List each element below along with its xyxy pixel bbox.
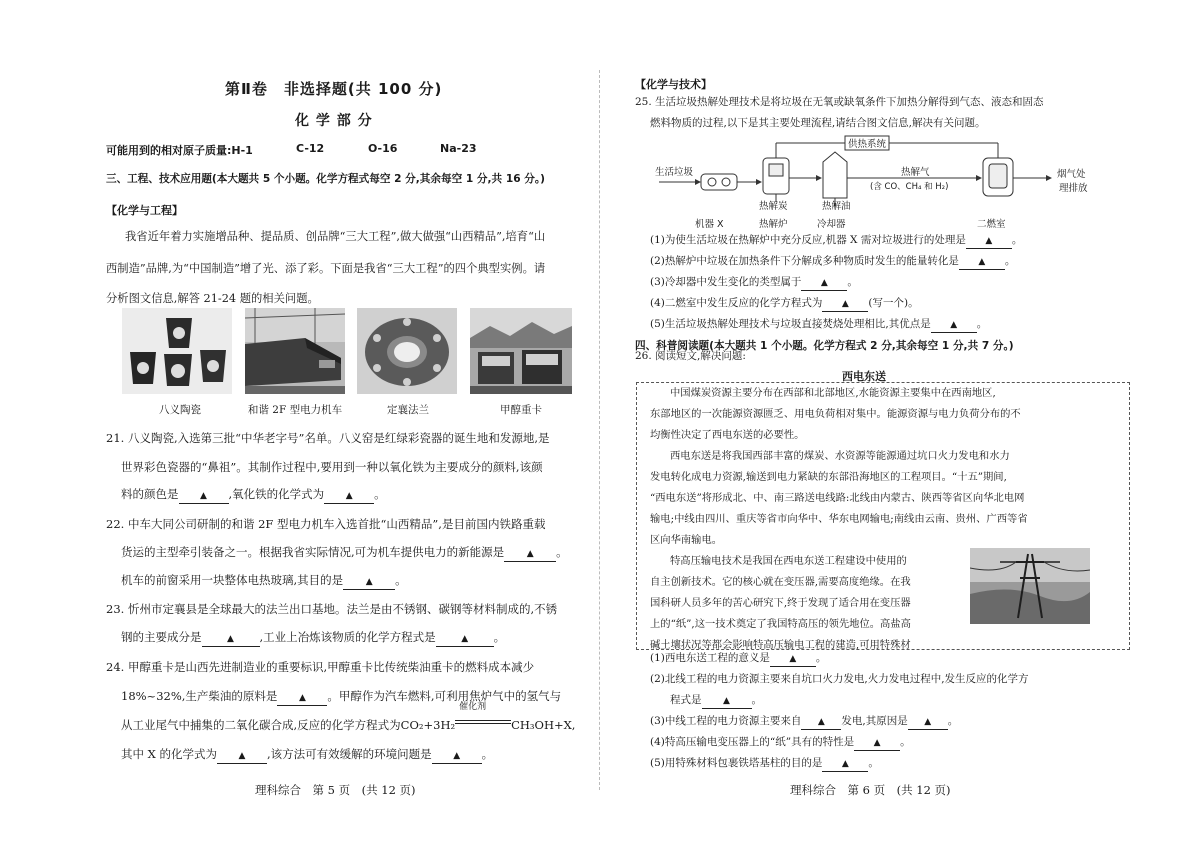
- answer-blank[interactable]: ▲: [179, 490, 229, 504]
- answer-blank[interactable]: ▲: [822, 298, 868, 312]
- q24-line-4: 其中 X 的化学式为 ▲ ,该方法可有效缓解的环境问题是 ▲ 。: [121, 742, 493, 766]
- flow-label-oil: 热解油: [822, 201, 851, 212]
- article-line-8: 区向华南输电。: [650, 534, 723, 546]
- photo-caption-4: 甲醇重卡: [500, 404, 542, 416]
- answer-blank[interactable]: ▲: [801, 277, 847, 291]
- article-line-5: 发电转化成电力资源,输送到电力紧缺的东部沿海地区的工程项目。“十五”期间,: [650, 471, 1007, 483]
- q22-line-2: 货运的主型牵引装备之一。根据我省实际情况,可为机车提供电力的新能源是 ▲ 。: [121, 540, 568, 564]
- q25-sub-3: (3)冷却器中发生变化的类型属于 ▲ 。: [650, 272, 858, 293]
- flow-label-input: 生活垃圾: [655, 167, 694, 178]
- q24-line-1: 24. 甲醇重卡是山西先进制造业的重要标识,甲醇重卡比传统柴油重卡的燃料成本减少: [106, 660, 535, 674]
- q21-line-1: 21. 八义陶瓷,入选第三批“中华老字号”名单。八义窑是红绿彩瓷器的诞生地和发源地,是: [106, 431, 550, 445]
- answer-blank[interactable]: ▲: [277, 692, 327, 706]
- answer-blank[interactable]: ▲: [324, 490, 374, 504]
- flow-label-char: 热解炭: [759, 201, 788, 212]
- answer-blank[interactable]: ▲: [908, 716, 948, 730]
- photo-caption-2: 和谐 2F 型电力机车: [247, 404, 343, 416]
- page-footer-right: 理科综合 第 6 页 (共 12 页): [790, 783, 951, 797]
- q26-sub-4: (4)特高压输电变压器上的“纸”具有的特性是 ▲ 。: [650, 732, 911, 753]
- flange-photo: [357, 308, 457, 394]
- q25-sub-2: (2)热解炉中垃圾在加热条件下分解成多种物质时发生的能量转化是 ▲ 。: [650, 251, 1015, 272]
- q25-line-1: 25. 生活垃圾热解处理技术是将垃圾在无氧或缺氧条件下加热分解得到气态、液态和固态: [635, 96, 1044, 108]
- article-tail-5: 碱土壤状况等都会影响特高压输电工程的建造,可用特殊材: [650, 639, 911, 651]
- part4-header: 四、科普阅读题(本大题共 1 个小题。化学方程式 2 分,其余每空 1 分,共 7 分。): [635, 340, 1014, 352]
- q26-sub-5: (5)用特殊材料包裹铁塔基柱的目的是 ▲ 。: [650, 753, 879, 774]
- article-title: 西电东送: [842, 370, 886, 383]
- flow-label-machine-x: 机器 X: [695, 219, 724, 230]
- q25-line-2: 燃料物质的过程,以下是其主要处理流程,请结合图文信息,解决有关问题。: [650, 117, 986, 129]
- subject-title: 化 学 部 分: [295, 113, 373, 129]
- flow-label-heat-system: 供热系统: [848, 139, 887, 150]
- article-line-2: 东部地区的一次能源资源匮乏、用电负荷相对集中。能源资源与电力负荷分布的不: [650, 408, 1021, 420]
- category-technology: 【化学与技术】: [635, 78, 712, 91]
- atomic-mass-o: O-16: [368, 142, 398, 155]
- q26-sub-1: (1)西电东送工程的意义是 ▲ 。: [650, 648, 826, 669]
- q23-line-2: 钢的主要成分是 ▲ ,工业上冶炼该物质的化学方程式是 ▲ 。: [121, 625, 505, 649]
- q25-sub-1: (1)为使生活垃圾在热解炉中充分反应,机器 X 需对垃圾进行的处理是 ▲ 。: [650, 230, 1022, 251]
- answer-blank[interactable]: ▲: [343, 576, 395, 590]
- q26-intro: 26. 阅读短文,解决问题:: [635, 350, 746, 362]
- transmission-tower-photo: [970, 548, 1090, 624]
- article-line-7: 输电;中线由四川、重庆等省市向华中、华东电网输电;南线由云南、贵州、广西等省: [650, 513, 1028, 525]
- flow-label-output-1: 烟气处: [1057, 169, 1086, 180]
- catalyst-arrow: 催化剂: [455, 715, 511, 729]
- article-line-1: 中国煤炭资源主要分布在西部和北部地区,水能资源主要集中在西南地区,: [670, 387, 996, 399]
- part3-header: 三、工程、技术应用题(本大题共 5 个小题。化学方程式每空 2 分,其余每空 1 分,共 16 分。): [106, 173, 545, 185]
- q21-line-2: 世界彩色瓷器的“鼻祖”。其制作过程中,要用到一种以氧化铁为主要成分的颜料,该颜: [121, 460, 543, 474]
- photo-caption-1: 八义陶瓷: [159, 404, 201, 416]
- photo-caption-3: 定襄法兰: [387, 404, 429, 416]
- process-flow-diagram: [655, 134, 1115, 232]
- intro-line-3: 分析图文信息,解答 21-24 题的相关问题。: [106, 292, 319, 305]
- flow-label-gas-content: (含 CO、CH₄ 和 H₂): [870, 182, 949, 192]
- article-line-3: 均衡性决定了西电东送的必要性。: [650, 429, 805, 441]
- flow-label-pyrolysis-gas: 热解气: [901, 167, 930, 178]
- flow-label-cooler: 冷却器: [817, 219, 846, 230]
- answer-blank[interactable]: ▲: [202, 633, 260, 647]
- article-line-4: 西电东送是将我国西部丰富的煤炭、水资源等能源通过坑口火力发电和水力: [670, 450, 1010, 462]
- q22-line-1: 22. 中车大同公司研制的和谐 2F 型电力机车入选首批“山西精品”,是目前国内铁路重载: [106, 517, 546, 531]
- flow-label-output-2: 理排放: [1059, 183, 1088, 194]
- article-tail-1: 特高压输电技术是我国在西电东送工程建设中使用的: [670, 555, 907, 567]
- answer-blank[interactable]: ▲: [770, 653, 816, 667]
- answer-blank[interactable]: ▲: [436, 633, 494, 647]
- answer-blank[interactable]: ▲: [822, 758, 868, 772]
- flow-label-combustor: 二燃室: [977, 219, 1006, 230]
- article-tail-2: 自主创新技术。它的核心就在变压器,需要高度绝缘。在我: [650, 576, 911, 588]
- flow-label-furnace: 热解炉: [759, 219, 788, 230]
- answer-blank[interactable]: ▲: [801, 716, 841, 730]
- answer-blank[interactable]: ▲: [432, 750, 482, 764]
- q23-line-1: 23. 忻州市定襄县是全球最大的法兰出口基地。法兰是由不锈钢、碳钢等材料制成的,不锈: [106, 602, 558, 616]
- atomic-mass-na: Na-23: [440, 142, 477, 155]
- atomic-mass-label: 可能用到的相对原子质量:H-1: [106, 144, 253, 157]
- locomotive-photo: [245, 308, 345, 394]
- q26-sub-2: (2)北线工程的电力资源主要来自坑口火力发电,火力发电过程中,发生反应的化学方: [650, 673, 1029, 685]
- q22-line-3: 机车的前窗采用一块整体电热玻璃,其目的是 ▲ 。: [121, 568, 407, 592]
- answer-blank[interactable]: ▲: [966, 235, 1012, 249]
- category-engineering: 【化学与工程】: [106, 204, 183, 217]
- q24-line-3: 从工业尾气中捕集的二氧化碳合成,反应的化学方程式为CO₂+3H₂ 催化剂 CH₃OH+X,: [121, 702, 576, 732]
- answer-blank[interactable]: ▲: [504, 548, 556, 562]
- q21-line-3: 料的颜色是 ▲ ,氧化铁的化学式为 ▲ 。: [121, 482, 386, 506]
- q26-sub-3: (3)中线工程的电力资源主要来自 ▲ 发电,其原因是 ▲ 。: [650, 711, 958, 732]
- answer-blank[interactable]: ▲: [959, 256, 1005, 270]
- truck-photo: [470, 308, 572, 394]
- intro-line-2: 西制造”品牌,为“中国制造”增了光、添了彩。下面是我省“三大工程”的四个典型实例。请: [106, 262, 546, 275]
- q25-sub-5: (5)生活垃圾热解处理技术与垃圾直接焚烧处理相比,其优点是 ▲ 。: [650, 314, 987, 335]
- answer-blank[interactable]: ▲: [931, 319, 977, 333]
- atomic-mass-c: C-12: [296, 142, 325, 155]
- article-line-6: “西电东送”将形成北、中、南三路送电线路:北线由内蒙古、陕西等省区向华北电网: [650, 492, 1025, 504]
- article-tail-4: 上的“纸”,这一技术奠定了我国特高压的领先地位。高盐高: [650, 618, 911, 630]
- intro-line-1: 我省近年着力实施增品种、提品质、创品牌“三大工程”,做大做强“山西精品”,培育“山: [125, 230, 546, 243]
- right-page: [600, 0, 1200, 843]
- page-footer-left: 理科综合 第 5 页 (共 12 页): [255, 783, 416, 797]
- q25-sub-4: (4)二燃室中发生反应的化学方程式为 ▲ (写一个)。: [650, 293, 919, 314]
- q24-line-2: 18%~32%,生产柴油的原料是 ▲ 。甲醇作为汽车燃料,可利用焦炉气中的氢气与: [121, 684, 561, 708]
- article-tail-3: 国科研人员多年的苦心研究下,终于发现了适合用在变压器: [650, 597, 911, 609]
- q26-sub-2-cont: 程式是 ▲ 。: [670, 690, 762, 711]
- answer-blank[interactable]: ▲: [217, 750, 267, 764]
- answer-blank[interactable]: ▲: [702, 695, 752, 709]
- answer-blank[interactable]: ▲: [854, 737, 900, 751]
- section-title: 第Ⅱ卷 非选择题(共 100 分): [225, 80, 443, 98]
- ceramics-photo: [122, 308, 232, 394]
